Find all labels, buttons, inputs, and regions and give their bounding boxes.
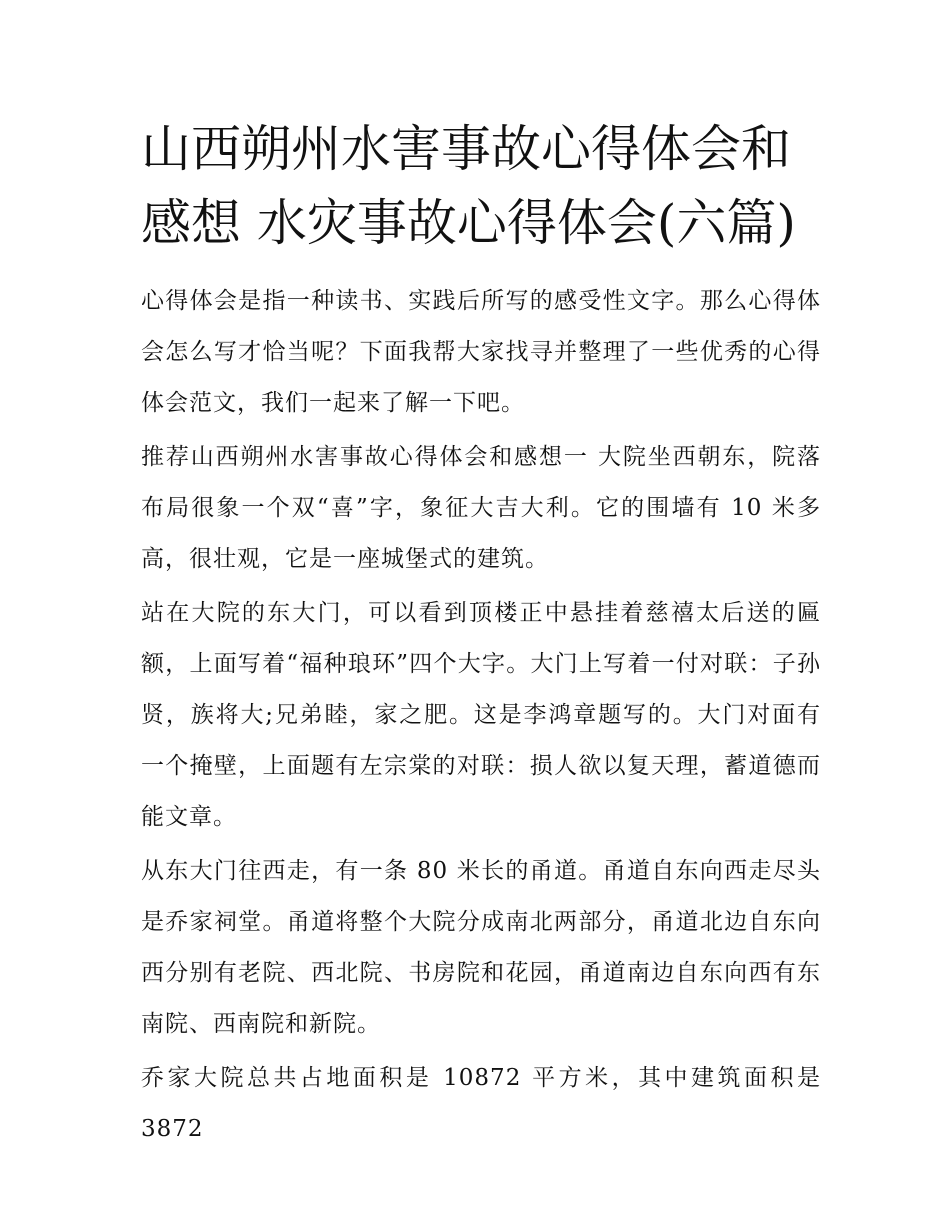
paragraph-intro: 心得体会是指一种读书、实践后所写的感受性文字。那么心得体会怎么写才恰当呢？下面我帮大家找寻并整理了一些优秀的心得体会范文，我们一起来了解一下吧。 bbox=[141, 288, 821, 416]
paragraph-east-gate: 站在大院的东大门，可以看到顶楼正中悬挂着慈禧太后送的匾额，上面写着“福种琅环”四个大字。大门上写着一付对联：子孙贤，族将大;兄弟睦，家之肥。这是李鸿章题写的。大门对面有一个掩壁，上面题有左宗棠的对联：损人欲以复天理，蓄道德而能文章。 bbox=[141, 600, 821, 830]
document-title: 山西朔州水害事故心得体会和 感想 水灾事故心得体会(六篇) bbox=[141, 120, 796, 252]
paragraph-courtyard-layout: 推荐山西朔州水害事故心得体会和感想一 大院坐西朝东，院落布局很象一个双“喜”字，象征大吉大利。它的围墙有 10 米多高，很壮观，它是一座城堡式的建筑。 bbox=[141, 444, 821, 572]
document-body bbox=[141, 276, 821, 1158]
paragraph-area: 乔家大院总共占地面积是 10872 平方米，其中建筑面积是 3872 bbox=[141, 1065, 821, 1142]
paragraph-passageway: 从东大门往西走，有一条 80 米长的甬道。甬道自东向西走尽头是乔家祠堂。甬道将整个大院分成南北两部分，甬道北边自东向西分别有老院、西北院、书房院和花园，甬道南边自东向西有东南院、西南院和新院。 bbox=[141, 858, 821, 1037]
